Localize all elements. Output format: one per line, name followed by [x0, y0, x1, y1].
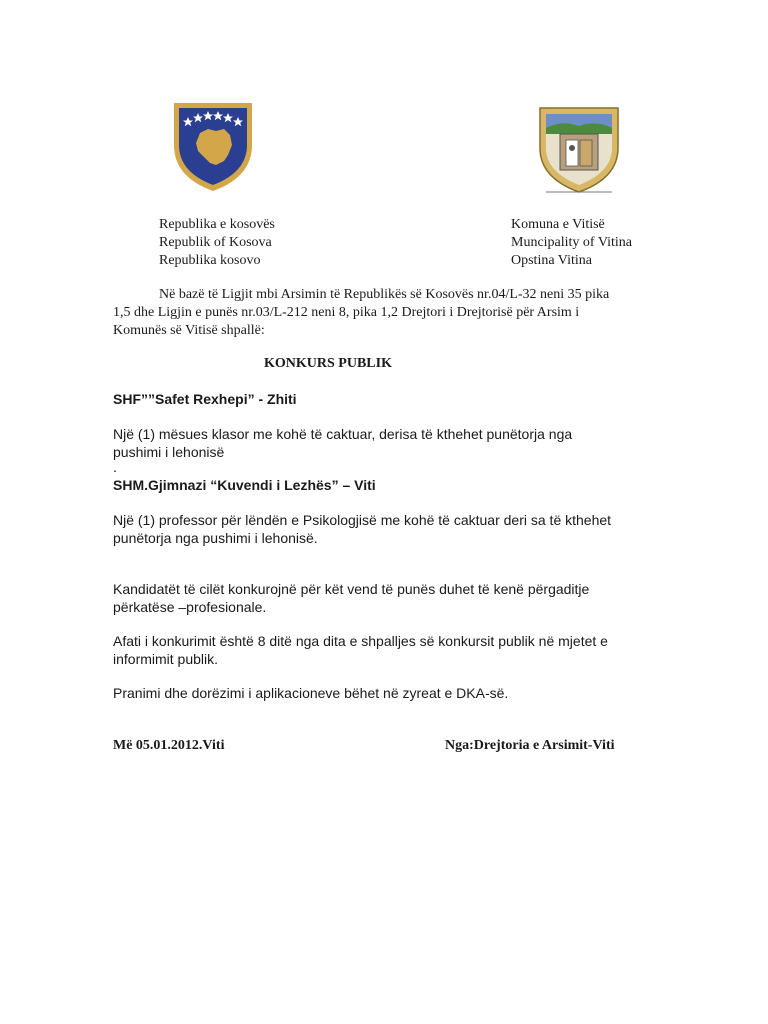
intro-line-2: 1,5 dhe Ligjin e punës nr.03/L-212 neni 8, pika 1,2 Drejtori i Drejtorisë për Arsim i	[113, 305, 580, 320]
school-2-name: SHM.Gjimnazi “Kuvendi i Lezhës” – Viti	[113, 477, 376, 493]
header-right-line-3: Opstina Vitina	[511, 253, 592, 268]
requirements-paragraph	[113, 580, 589, 616]
footer-from: Nga:Drejtoria e Arsimit-Viti	[445, 738, 615, 753]
deadline-paragraph	[113, 632, 608, 668]
header-right-line-2: Muncipality of Vitina	[511, 235, 632, 250]
intro-line-1: Në bazë të Ligjit mbi Arsimin të Republikës së Kosovës nr.04/L-32 neni 35 pika	[159, 287, 610, 302]
school-2-line-2: punëtorja nga pushimi i lehonisë.	[113, 530, 318, 546]
vitia-municipality-emblem	[536, 104, 622, 194]
school-2-position	[113, 511, 611, 547]
header-left-line-1: Republika e kosovës	[159, 217, 275, 232]
school-1-position	[113, 425, 572, 474]
school-1-name: SHF””Safet Rexhepi” - Zhiti	[113, 391, 297, 407]
kosovo-coat-of-arms	[170, 99, 256, 193]
intro-paragraph	[113, 286, 609, 340]
school-1-line-2: pushimi i lehonisë	[113, 444, 225, 460]
deadline-line-1: Afati i konkurimit është 8 ditë nga dita e shpalljes së konkursit publik në mjetet e	[113, 633, 608, 649]
deadline-line-2: informimit publik.	[113, 651, 219, 667]
requirements-line-1: Kandidatët të cilët konkurojnë për kët vend të punës duhet të kenë përgaditje	[113, 581, 590, 597]
header-left-line-3: Republika kosovo	[159, 253, 261, 268]
header-left	[159, 216, 275, 270]
intro-line-3: Komunës së Vitisë shpallë:	[113, 323, 265, 338]
school-2-line-1: Një (1) professor për lëndën e Psikologjisë me kohë të caktuar deri sa të kthehet	[113, 512, 612, 528]
footer-date: Më 05.01.2012.Viti	[113, 738, 225, 753]
submission-text: Pranimi dhe dorëzimi i aplikacioneve bëhet në zyreat e DKA-së.	[113, 685, 509, 701]
school-1-line-1: Një (1) mësues klasor me kohë të caktuar, derisa të kthehet punëtorja nga	[113, 426, 573, 442]
header-right-line-1: Komuna e Vitisë	[511, 217, 605, 232]
header-right	[511, 216, 632, 270]
header-left-line-2: Republik of Kosova	[159, 235, 272, 250]
requirements-line-2: përkatëse –profesionale.	[113, 599, 267, 615]
school-1-line-3: .	[113, 459, 117, 475]
page-title: KONKURS PUBLIK	[264, 356, 392, 371]
